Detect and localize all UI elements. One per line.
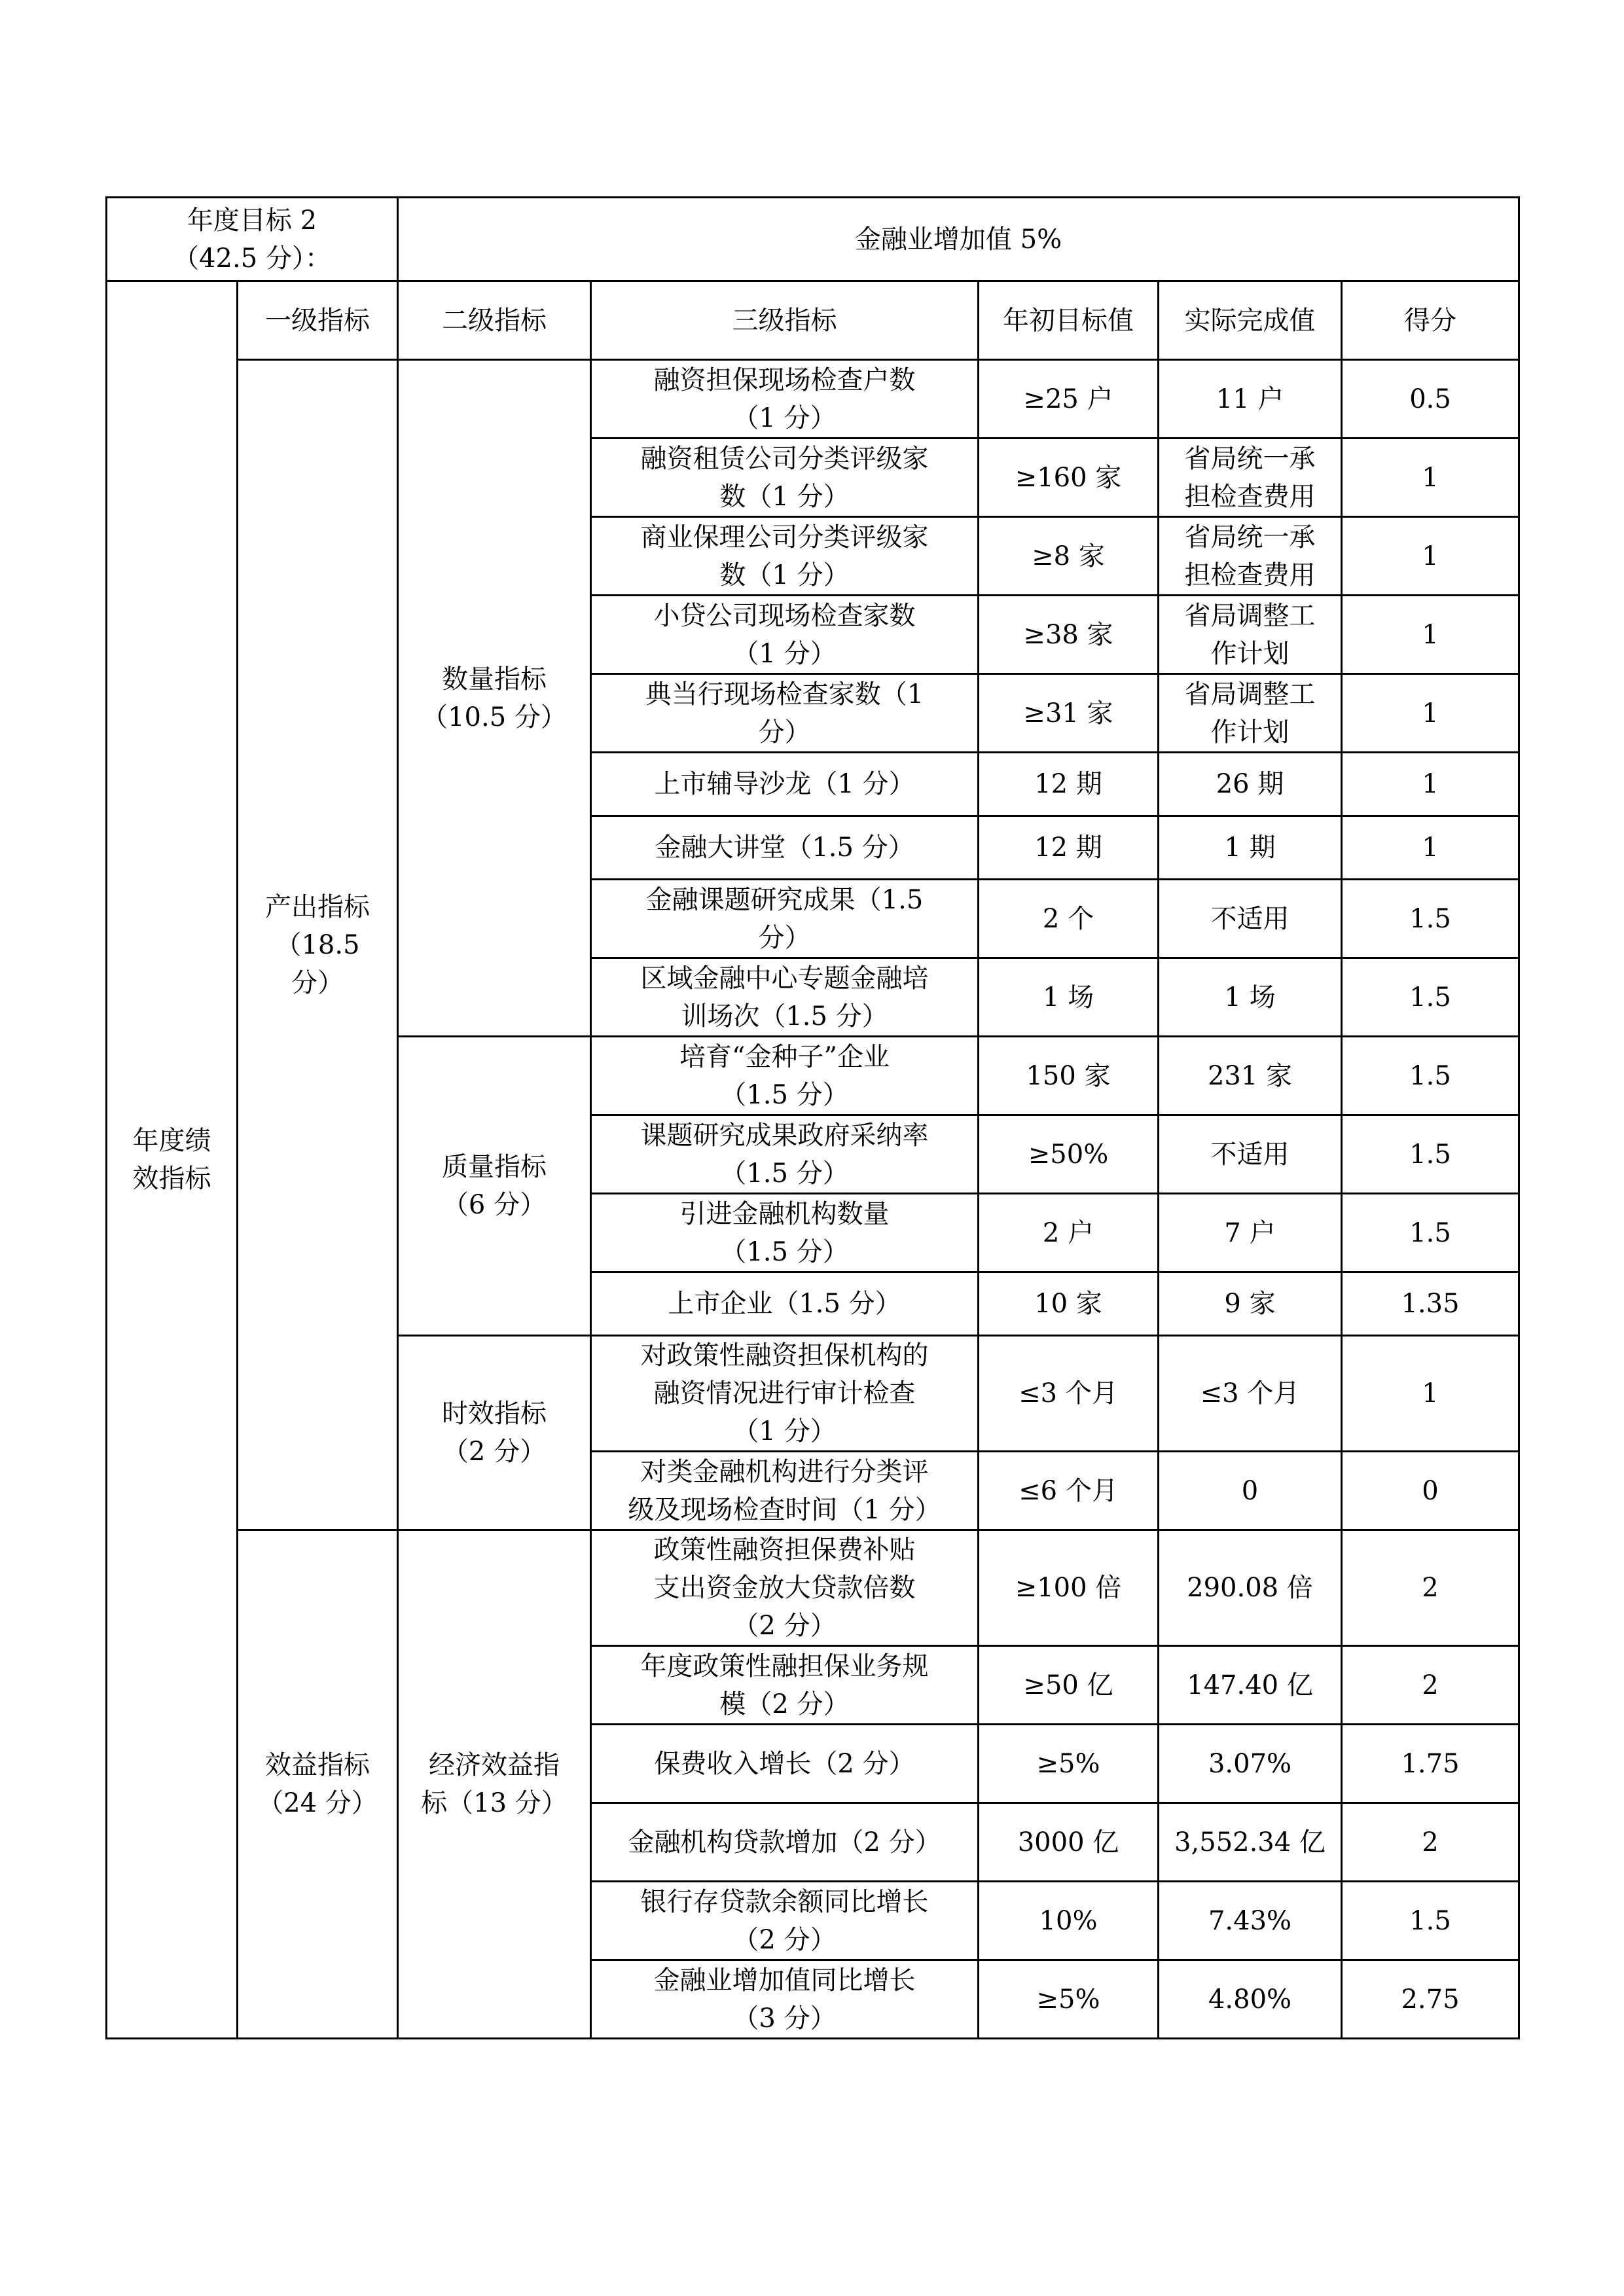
initial-target-cell: ≥38 家 <box>979 596 1159 674</box>
initial-target-cell: ≥100 倍 <box>979 1530 1159 1646</box>
category-label-line: 产出指标 <box>265 891 370 922</box>
score-cell: 1.5 <box>1342 1037 1519 1115</box>
indicator-name-line: 年度政策性融担保业务规 <box>640 1651 929 1681</box>
actual-value-cell <box>1159 1037 1342 1115</box>
score-cell: 1 <box>1342 1336 1519 1452</box>
actual-value-cell <box>1159 674 1342 753</box>
actual-value-line: 7 户 <box>1224 1217 1276 1248</box>
header-score: 得分 <box>1342 281 1519 360</box>
level3-indicator-cell <box>591 674 979 753</box>
category-label-line: （10.5 分） <box>422 702 567 732</box>
initial-target-cell: ≥5% <box>979 1725 1159 1803</box>
score-cell: 1.5 <box>1342 1115 1519 1194</box>
actual-value-cell <box>1159 1725 1342 1803</box>
actual-value-cell <box>1159 517 1342 596</box>
indicator-name-line: 模（2 分） <box>719 1689 850 1719</box>
level2-quantity-cell <box>398 360 591 1037</box>
initial-target-cell: ≥50% <box>979 1115 1159 1194</box>
score-cell: 1.5 <box>1342 880 1519 958</box>
actual-value-cell <box>1159 1882 1342 1960</box>
indicator-name-line: （2 分） <box>732 1924 837 1955</box>
category-label-line: 数量指标 <box>442 664 547 694</box>
initial-target-cell: ≤3 个月 <box>979 1336 1159 1452</box>
initial-target-cell: ≥25 户 <box>979 360 1159 439</box>
actual-value-line: 7.43% <box>1208 1905 1292 1936</box>
indicator-name-line: 典当行现场检查家数（1 <box>645 679 924 709</box>
initial-target-cell: 1 场 <box>979 958 1159 1037</box>
level3-indicator-cell <box>591 1115 979 1194</box>
initial-target-cell: 2 个 <box>979 880 1159 958</box>
actual-value-cell <box>1159 753 1342 816</box>
actual-value-line: 省局统一承 <box>1184 522 1316 552</box>
actual-value-line: 0 <box>1241 1475 1259 1506</box>
indicator-name-line: 对政策性融资担保机构的 <box>640 1340 929 1371</box>
actual-value-line: 26 期 <box>1216 769 1284 799</box>
actual-value-line: 作计划 <box>1210 717 1290 747</box>
actual-value-line: 不适用 <box>1210 903 1290 934</box>
actual-value-cell <box>1159 1960 1342 2039</box>
actual-value-line: 9 家 <box>1224 1289 1276 1319</box>
actual-value-cell <box>1159 1272 1342 1336</box>
indicator-name-line: 小贷公司现场检查家数 <box>653 600 916 631</box>
indicator-name-line: 支出资金放大贷款倍数 <box>653 1573 916 1603</box>
actual-value-line: 1 场 <box>1224 982 1276 1013</box>
actual-value-line: 231 家 <box>1207 1060 1293 1091</box>
actual-value-line: 4.80% <box>1208 1984 1292 2015</box>
actual-value-cell <box>1159 439 1342 517</box>
level3-indicator-cell <box>591 958 979 1037</box>
indicator-name-line: （1 分） <box>732 638 837 669</box>
indicator-name-line: （1.5 分） <box>720 1158 849 1189</box>
category-label-line: 分） <box>291 967 344 998</box>
actual-value-cell <box>1159 1115 1342 1194</box>
category-label-line: （2 分） <box>442 1437 547 1467</box>
indicator-name-line: 训场次（1.5 分） <box>681 1001 888 1031</box>
actual-value-line: 省局调整工 <box>1184 600 1316 631</box>
performance-indicator-table <box>105 196 1520 2039</box>
level3-indicator-cell <box>591 816 979 880</box>
indicator-name-line: 金融课题研究成果（1.5 <box>645 884 924 915</box>
indicator-name-line: （1.5 分） <box>720 1079 849 1110</box>
actual-value-cell <box>1159 596 1342 674</box>
indicator-name-line: 金融大讲堂（1.5 分） <box>655 833 914 863</box>
score-cell: 1 <box>1342 596 1519 674</box>
goal-label-line: （42.5 分）： <box>173 243 331 274</box>
indicator-name-line: 政策性融资担保费补贴 <box>653 1535 916 1565</box>
header-level1: 一级指标 <box>238 281 398 360</box>
goal-row <box>107 198 1519 281</box>
header-row <box>107 281 1519 360</box>
initial-target-cell: 12 期 <box>979 816 1159 880</box>
actual-value-line: 11 户 <box>1216 384 1284 414</box>
score-cell: 1 <box>1342 816 1519 880</box>
category-label-line: 经济效益指 <box>429 1750 560 1780</box>
score-cell: 0 <box>1342 1452 1519 1530</box>
indicator-name-line: 分） <box>758 922 811 953</box>
indicator-name-line: （3 分） <box>732 2003 837 2034</box>
level3-indicator-cell <box>591 360 979 439</box>
score-cell: 1.75 <box>1342 1725 1519 1803</box>
indicator-name-line: 分） <box>758 717 811 747</box>
level3-indicator-cell <box>591 1037 979 1115</box>
actual-value-line: 147.40 亿 <box>1187 1670 1313 1700</box>
indicator-name-line: 级及现场检查时间（1 分） <box>628 1494 941 1525</box>
score-cell: 1.35 <box>1342 1272 1519 1336</box>
category-label-line: 时效指标 <box>442 1399 547 1429</box>
actual-value-line: 3,552.34 亿 <box>1174 1827 1326 1857</box>
indicator-name-line: 保费收入增长（2 分） <box>654 1748 915 1779</box>
score-cell: 1 <box>1342 753 1519 816</box>
level3-indicator-cell <box>591 1646 979 1725</box>
actual-value-cell <box>1159 1336 1342 1452</box>
actual-value-line: ≤3 个月 <box>1200 1378 1300 1408</box>
category-label-line: （24 分） <box>257 1788 378 1818</box>
goal-value-cell: 金融业增加值 5% <box>398 198 1519 281</box>
actual-value-line: 作计划 <box>1210 638 1290 669</box>
actual-value-cell <box>1159 1194 1342 1272</box>
category-label-line: （18.5 <box>275 929 360 960</box>
indicator-name-line: 商业保理公司分类评级家 <box>640 522 929 552</box>
annual-performance-label-cell <box>107 281 238 2039</box>
initial-target-cell: 12 期 <box>979 753 1159 816</box>
indicator-name-line: （1.5 分） <box>720 1236 849 1267</box>
indicator-name-line: 银行存贷款余额同比增长 <box>640 1886 929 1917</box>
score-cell: 0.5 <box>1342 360 1519 439</box>
table-row <box>107 1530 1519 1646</box>
header-initial-target: 年初目标值 <box>979 281 1159 360</box>
level2-quality-cell <box>398 1037 591 1336</box>
indicator-name-line: 数（1 分） <box>719 560 850 590</box>
score-cell: 1 <box>1342 674 1519 753</box>
initial-target-cell: 2 户 <box>979 1194 1159 1272</box>
side-label-line: 年度绩 <box>132 1126 211 1156</box>
level3-indicator-cell <box>591 1882 979 1960</box>
table-row <box>107 360 1519 439</box>
header-actual-value: 实际完成值 <box>1159 281 1342 360</box>
actual-value-cell <box>1159 958 1342 1037</box>
score-cell: 2 <box>1342 1803 1519 1882</box>
indicator-name-line: 上市企业（1.5 分） <box>668 1289 901 1319</box>
score-cell: 1.5 <box>1342 1194 1519 1272</box>
level3-indicator-cell <box>591 517 979 596</box>
actual-value-line: 担检查费用 <box>1184 481 1316 512</box>
indicator-name-line: 培育“金种子”企业 <box>679 1041 890 1072</box>
goal-label-line: 年度目标 2 <box>187 205 317 236</box>
category-label-line: 标（13 分） <box>421 1788 568 1818</box>
level3-indicator-cell <box>591 1960 979 2039</box>
actual-value-line: 担检查费用 <box>1184 560 1316 590</box>
initial-target-cell: ≥5% <box>979 1960 1159 2039</box>
initial-target-cell: 3000 亿 <box>979 1803 1159 1882</box>
actual-value-line: 省局调整工 <box>1184 679 1316 709</box>
level3-indicator-cell <box>591 1194 979 1272</box>
initial-target-cell: ≤6 个月 <box>979 1452 1159 1530</box>
actual-value-cell <box>1159 1646 1342 1725</box>
header-level2: 二级指标 <box>398 281 591 360</box>
indicator-name-line: 课题研究成果政府采纳率 <box>640 1120 929 1151</box>
indicator-name-line: 金融机构贷款增加（2 分） <box>628 1827 941 1857</box>
actual-value-line: 3.07% <box>1208 1748 1292 1779</box>
side-label-line: 效指标 <box>132 1164 211 1194</box>
level3-indicator-cell <box>591 1725 979 1803</box>
initial-target-cell: ≥31 家 <box>979 674 1159 753</box>
indicator-name-line: 融资租赁公司分类评级家 <box>640 443 929 474</box>
goal-label-cell <box>107 198 398 281</box>
category-label-line: 效益指标 <box>265 1750 370 1780</box>
indicator-name-line: 对类金融机构进行分类评 <box>640 1456 929 1487</box>
level3-indicator-cell <box>591 596 979 674</box>
initial-target-cell: ≥50 亿 <box>979 1646 1159 1725</box>
indicator-name-line: （2 分） <box>732 1611 837 1641</box>
actual-value-cell <box>1159 1803 1342 1882</box>
actual-value-line: 省局统一承 <box>1184 443 1316 474</box>
score-cell: 2 <box>1342 1646 1519 1725</box>
actual-value-cell <box>1159 1452 1342 1530</box>
actual-value-line: 1 期 <box>1224 833 1276 863</box>
score-cell: 1 <box>1342 517 1519 596</box>
level2-economic-cell <box>398 1530 591 2039</box>
score-cell: 1.5 <box>1342 958 1519 1037</box>
level3-indicator-cell <box>591 1272 979 1336</box>
indicator-name-line: 金融业增加值同比增长 <box>653 1965 916 1996</box>
header-level3: 三级指标 <box>591 281 979 360</box>
score-cell: 1 <box>1342 439 1519 517</box>
indicator-name-line: （1 分） <box>732 403 837 433</box>
category-label-line: （6 分） <box>442 1190 547 1220</box>
indicator-name-line: （1 分） <box>732 1416 837 1446</box>
indicator-name-line: 区域金融中心专题金融培 <box>640 963 929 994</box>
initial-target-cell: ≥160 家 <box>979 439 1159 517</box>
initial-target-cell: 150 家 <box>979 1037 1159 1115</box>
score-cell: 1.5 <box>1342 1882 1519 1960</box>
level3-indicator-cell <box>591 753 979 816</box>
indicator-name-line: 融资担保现场检查户数 <box>653 365 916 395</box>
initial-target-cell: ≥8 家 <box>979 517 1159 596</box>
actual-value-cell <box>1159 880 1342 958</box>
actual-value-cell <box>1159 360 1342 439</box>
category-label-line: 质量指标 <box>442 1152 547 1182</box>
level3-indicator-cell <box>591 1530 979 1646</box>
actual-value-line: 不适用 <box>1210 1139 1290 1170</box>
level1-benefit-cell <box>238 1530 398 2039</box>
score-cell: 2.75 <box>1342 1960 1519 2039</box>
indicator-name-line: 上市辅导沙龙（1 分） <box>654 769 915 799</box>
actual-value-cell <box>1159 816 1342 880</box>
indicator-name-line: 数（1 分） <box>719 481 850 512</box>
level1-output-cell <box>238 360 398 1530</box>
level3-indicator-cell <box>591 1452 979 1530</box>
level3-indicator-cell <box>591 880 979 958</box>
level3-indicator-cell <box>591 1336 979 1452</box>
indicator-name-line: 融资情况进行审计检查 <box>653 1378 916 1408</box>
actual-value-cell <box>1159 1530 1342 1646</box>
score-cell: 2 <box>1342 1530 1519 1646</box>
level3-indicator-cell <box>591 439 979 517</box>
indicator-name-line: 引进金融机构数量 <box>679 1198 890 1229</box>
initial-target-cell: 10 家 <box>979 1272 1159 1336</box>
actual-value-line: 290.08 倍 <box>1187 1573 1313 1603</box>
level2-timeliness-cell <box>398 1336 591 1530</box>
level3-indicator-cell <box>591 1803 979 1882</box>
initial-target-cell: 10% <box>979 1882 1159 1960</box>
